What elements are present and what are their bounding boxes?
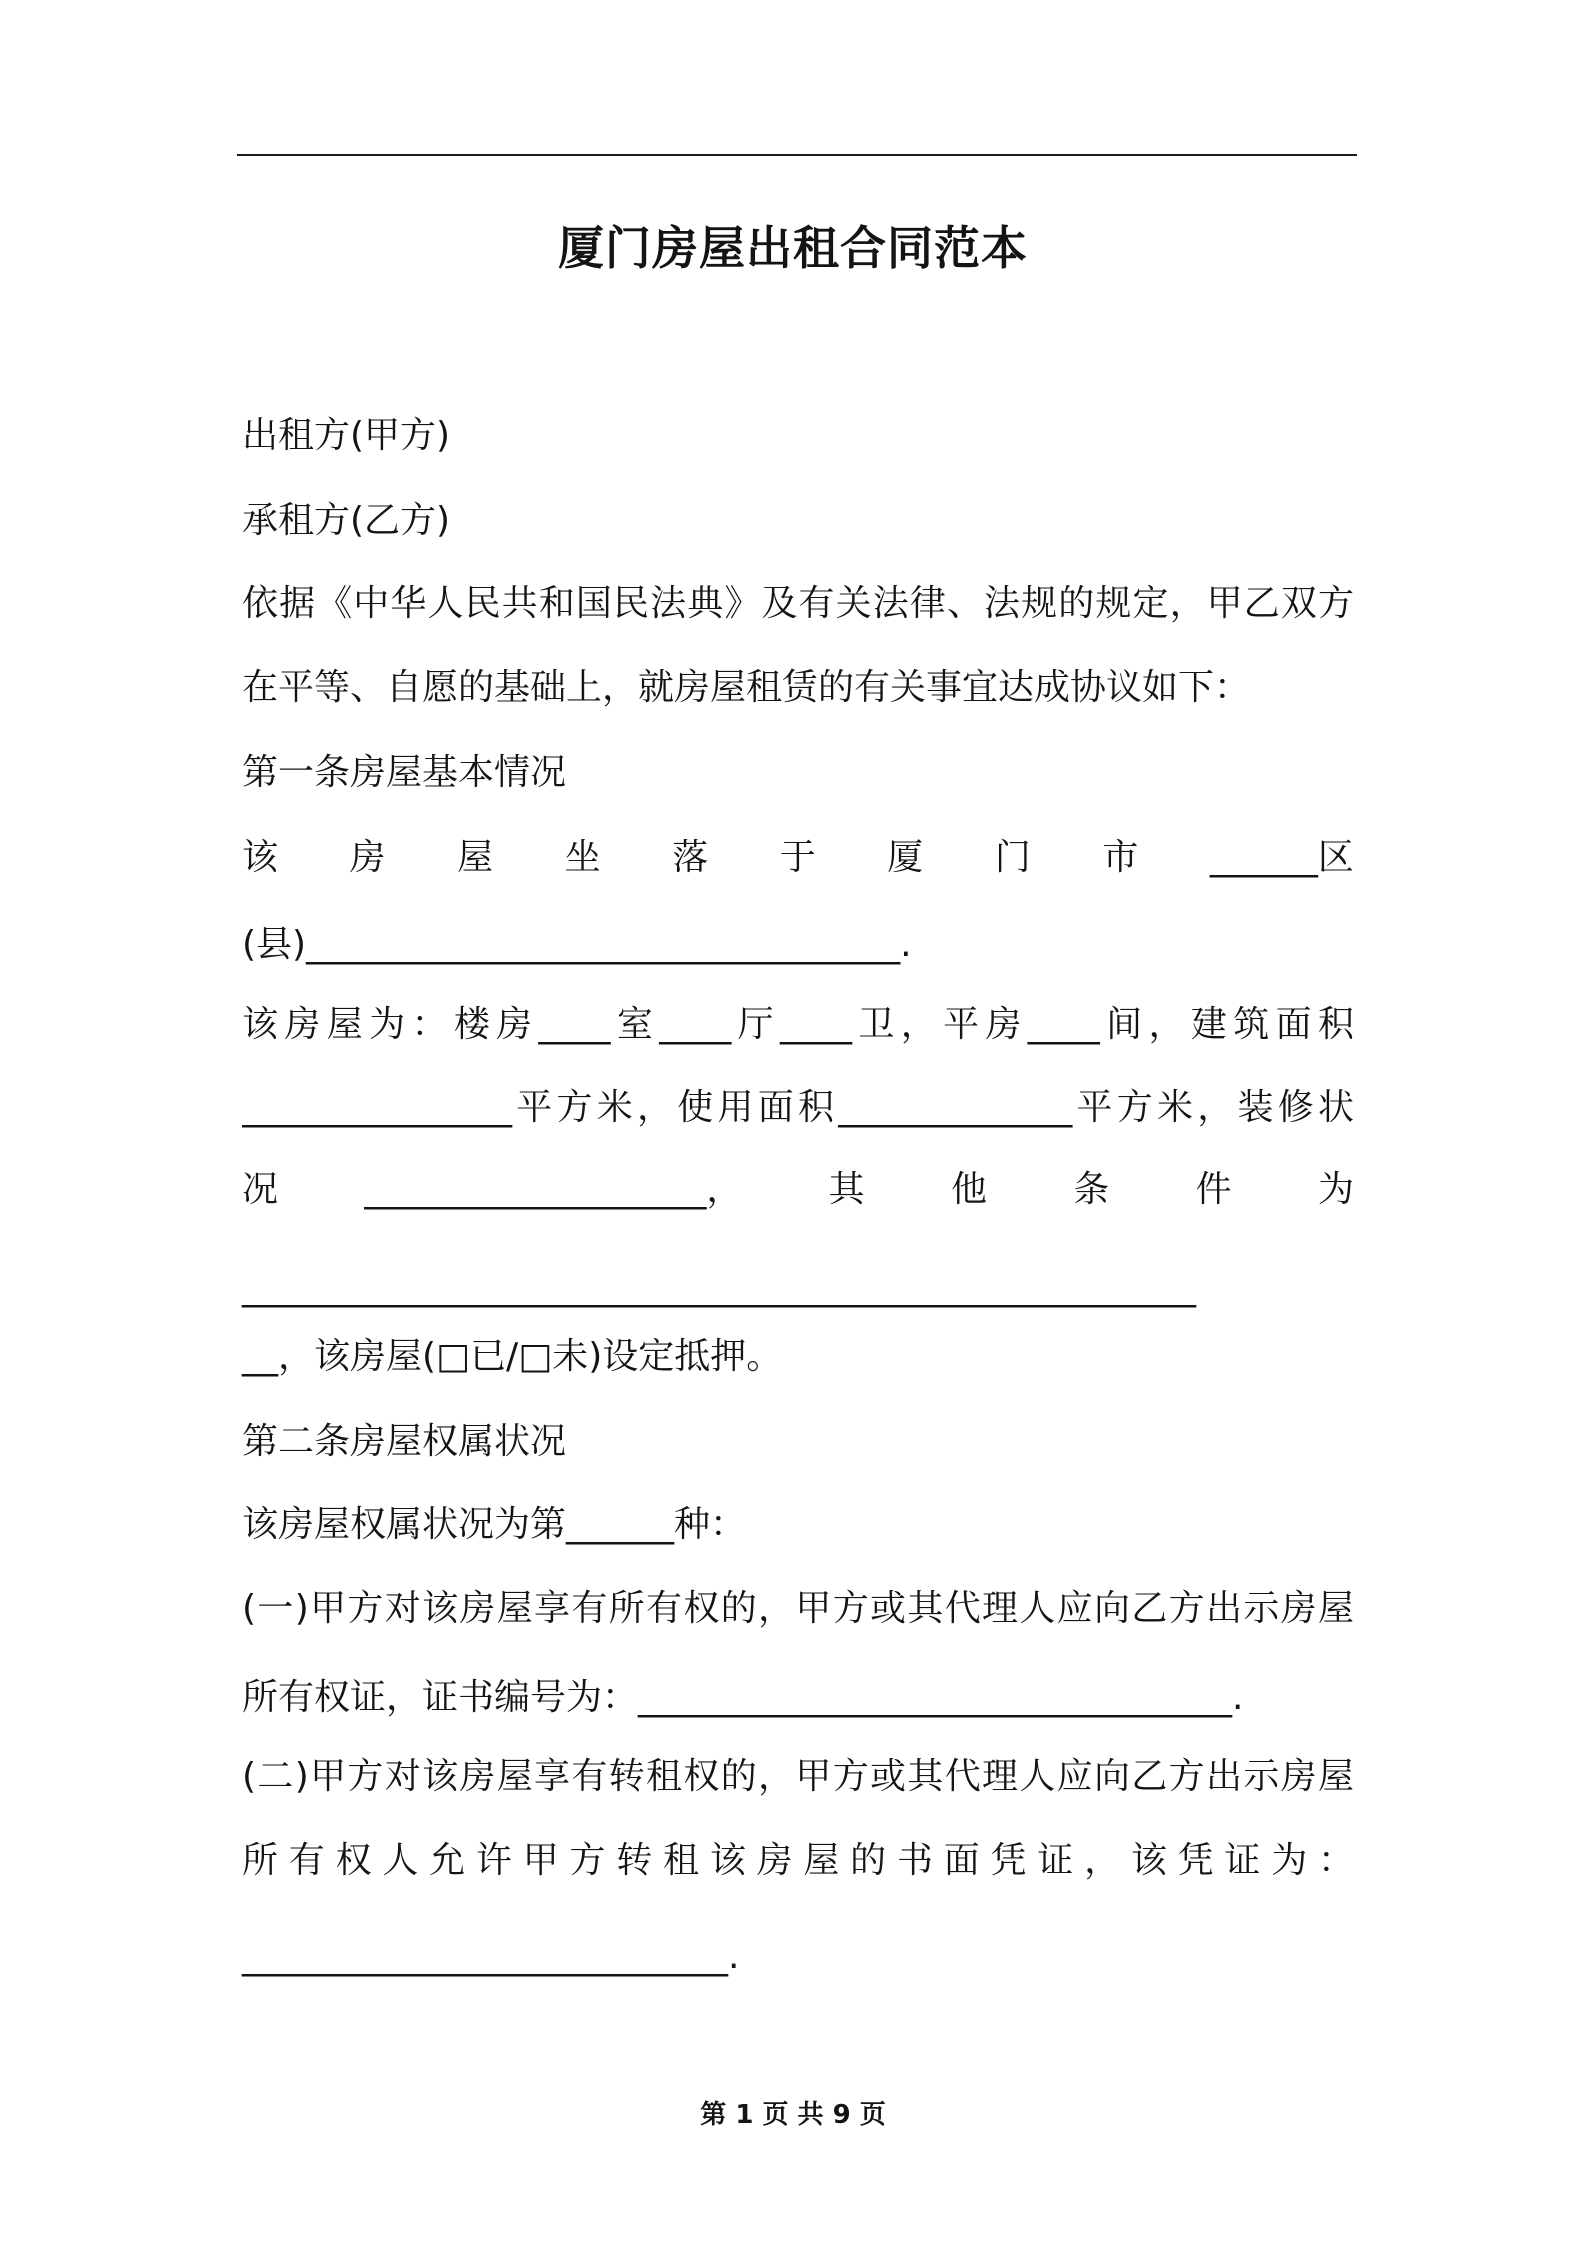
intro-paragraph-line-1: 依据《中华人民共和国民法典》及有关法律、法规的规定，甲乙双方 [242,583,1354,624]
header-rule [237,154,1357,156]
text-token: 门 [994,837,1031,878]
ownership-type-line: 该房屋权属状况为第______种： [242,1504,747,1545]
location-line [242,832,1354,884]
area-line: _______________平方米，使用面积_____________平方米，装修状 [242,1087,1354,1128]
house-layout-line: 该房屋为：楼房____室____厅____卫，平房____间，建筑面积 [242,1004,1354,1045]
article-2-heading: 第二条房屋权属状况 [242,1421,567,1462]
text-token: 条 [1073,1169,1110,1210]
lessee-line: 承租方(乙方) [242,500,451,541]
mortgage-line: __，该房屋(□已/□未)设定抵押。 [242,1336,783,1377]
lessor-line: 出租方(甲方) [242,415,451,456]
text-token: 其 [828,1169,865,1210]
intro-paragraph-line-2: 在平等、自愿的基础上，就房屋租赁的有关事宜达成协议如下： [242,667,1251,708]
text-token: 于 [779,837,816,878]
ownership-clause-2-line-1: (二)甲方对该房屋享有转租权的，甲方或其代理人应向乙方出示房屋 [242,1756,1354,1797]
text-token: ___________________， [364,1169,743,1210]
text-token: 屋 [457,837,494,878]
text-token: 为 [1317,1169,1354,1210]
other-conditions-blank: _____________________________________________________ [242,1267,1196,1308]
text-token: 况 [242,1169,279,1210]
ownership-clause-1-line-2: 所有权证，证书编号为：_________________________________. [242,1677,1244,1718]
ownership-clause-2-line-2: 所有权人允许甲方转租该房屋的书面凭证，该凭证为： [242,1840,1354,1881]
document-title: 厦门房屋出租合同范本 [558,221,1028,275]
county-line: (县)_________________________________. [242,924,912,965]
page-number-footer: 第 1 页 共 9 页 [700,2100,886,2130]
condition-line [242,1164,1354,1216]
text-token: 厦 [887,837,924,878]
text-token: 落 [672,837,709,878]
text-token: ______区 [1209,837,1354,878]
text-token: 房 [349,837,386,878]
text-token: 该 [242,837,279,878]
article-1-heading: 第一条房屋基本情况 [242,752,567,793]
text-token: 件 [1195,1169,1232,1210]
ownership-clause-2-line-3: ___________________________. [242,1936,740,1977]
text-token: 坐 [564,837,601,878]
ownership-clause-1-line-1: (一)甲方对该房屋享有所有权的，甲方或其代理人应向乙方出示房屋 [242,1588,1354,1629]
text-token: 他 [950,1169,987,1210]
text-token: 市 [1102,837,1139,878]
